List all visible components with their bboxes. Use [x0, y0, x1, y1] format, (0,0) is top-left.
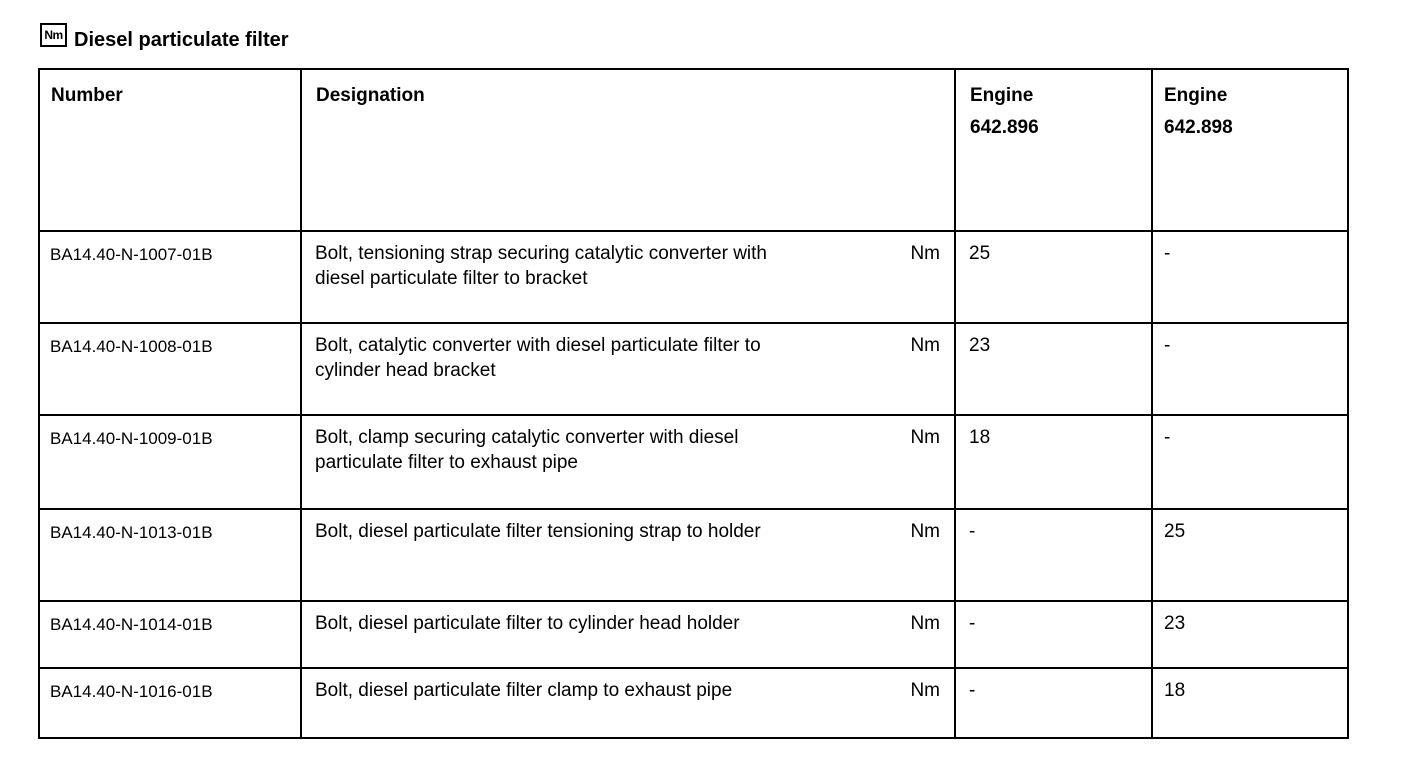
designation-text: Bolt, clamp securing catalytic converter with diesel particulate filter to exhaust pipe	[315, 427, 739, 473]
table-row	[39, 415, 1348, 509]
unit-label: Nm	[910, 613, 940, 634]
cell-designation	[301, 415, 955, 509]
unit-label: Nm	[910, 680, 940, 701]
cell-designation	[301, 668, 955, 738]
cell-engine-642-896: 23	[955, 323, 1152, 415]
cell-number: BA14.40-N-1016-01B	[39, 668, 301, 738]
designation-text: Bolt, diesel particulate filter to cylinder head holder	[315, 613, 740, 634]
cell-number: BA14.40-N-1009-01B	[39, 415, 301, 509]
cell-engine-642-898: -	[1152, 323, 1348, 415]
section-title: Diesel particulate filter	[74, 28, 289, 51]
cell-engine-642-896: 25	[955, 231, 1152, 323]
cell-designation	[301, 231, 955, 323]
table-row	[39, 509, 1348, 601]
cell-number: BA14.40-N-1008-01B	[39, 323, 301, 415]
cell-designation	[301, 509, 955, 601]
header-engine-642-898	[1152, 69, 1348, 231]
cell-engine-642-898: -	[1152, 231, 1348, 323]
unit-label: Nm	[910, 335, 940, 356]
table-row	[39, 231, 1348, 323]
header-engine-label: Engine	[1164, 85, 1228, 106]
cell-engine-642-896: -	[955, 668, 1152, 738]
header-engine-label: Engine	[970, 85, 1034, 106]
header-number: Number	[39, 69, 301, 231]
unit-label: Nm	[910, 521, 940, 542]
cell-engine-642-896: 18	[955, 415, 1152, 509]
table-row	[39, 601, 1348, 668]
cell-engine-642-898: -	[1152, 415, 1348, 509]
cell-number: BA14.40-N-1007-01B	[39, 231, 301, 323]
designation-text: Bolt, catalytic converter with diesel particulate filter to cylinder head bracket	[315, 335, 761, 381]
cell-engine-642-898: 23	[1152, 601, 1348, 668]
header-engine-code: 642.896	[970, 117, 1039, 138]
table-header-row	[39, 69, 1348, 231]
torque-spec-table	[38, 68, 1349, 739]
header-engine-code: 642.898	[1164, 117, 1233, 138]
cell-number: BA14.40-N-1013-01B	[39, 509, 301, 601]
designation-text: Bolt, diesel particulate filter clamp to exhaust pipe	[315, 680, 733, 701]
cell-designation	[301, 601, 955, 668]
designation-text: Bolt, diesel particulate filter tensioning strap to holder	[315, 521, 761, 542]
unit-label: Nm	[910, 243, 940, 264]
cell-number: BA14.40-N-1014-01B	[39, 601, 301, 668]
cell-engine-642-896: -	[955, 601, 1152, 668]
cell-engine-642-898: 18	[1152, 668, 1348, 738]
designation-text: Bolt, tensioning strap securing catalytic converter with diesel particulate filter to bracket	[315, 243, 767, 289]
header-designation: Designation	[301, 69, 955, 231]
table-row	[39, 323, 1348, 415]
cell-engine-642-898: 25	[1152, 509, 1348, 601]
cell-engine-642-896: -	[955, 509, 1152, 601]
section-heading	[40, 22, 289, 52]
unit-label: Nm	[910, 427, 940, 448]
cell-designation	[301, 323, 955, 415]
table-row	[39, 668, 1348, 738]
header-engine-642-896	[955, 69, 1152, 231]
torque-nm-icon: Nm	[40, 23, 67, 47]
